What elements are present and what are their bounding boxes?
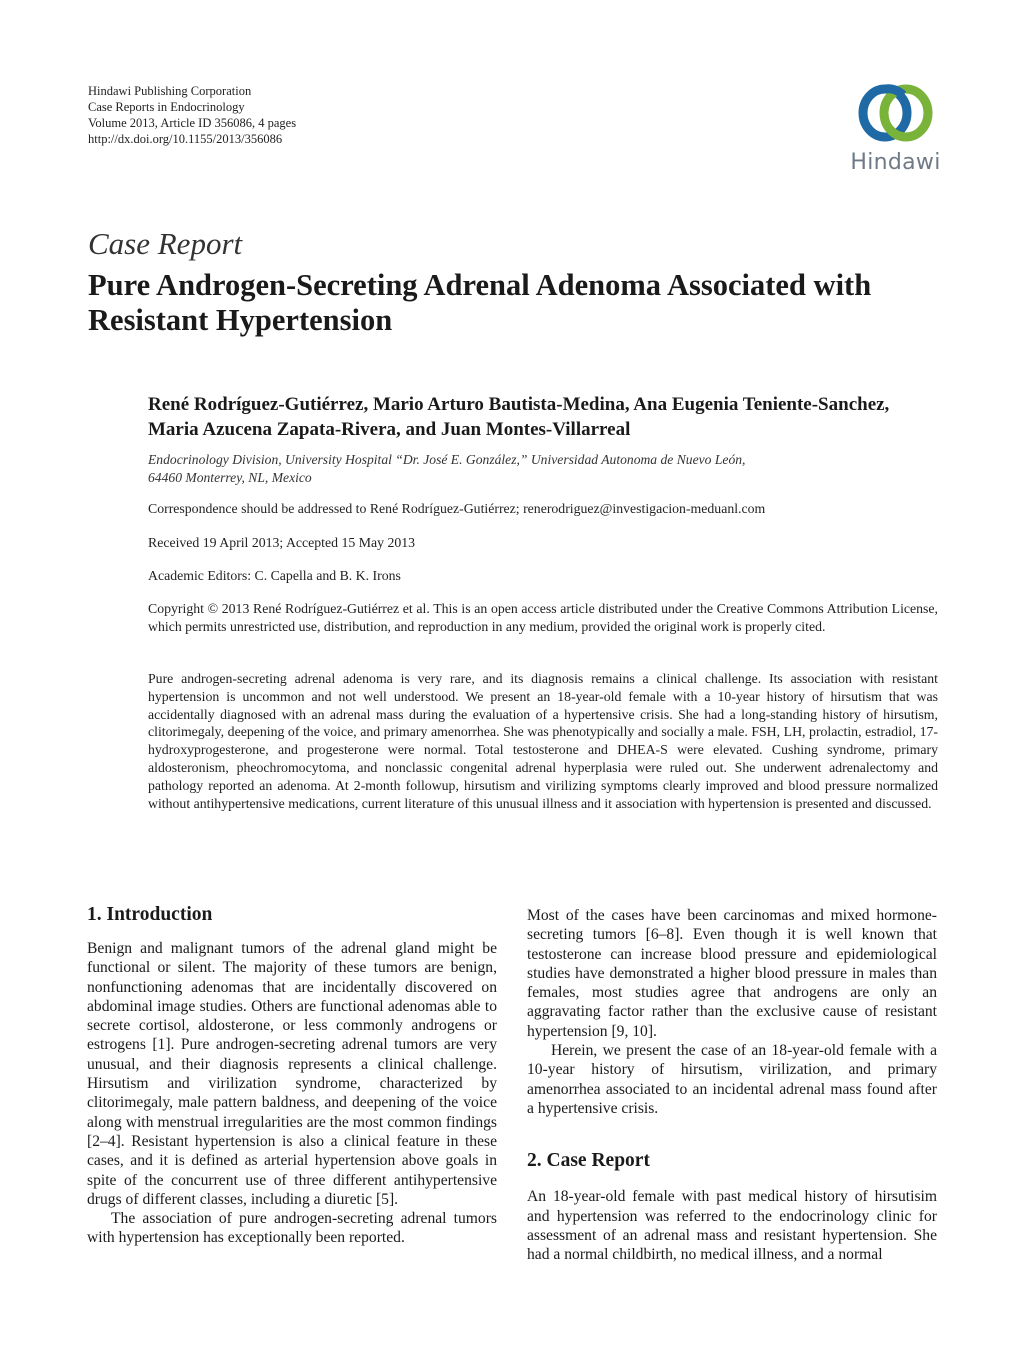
- paragraph: Most of the cases have been carcinomas and mixed hormone-secreting tumors [6–8]. Even though it is well known that testosterone can increase blood pressure and epidemiological studies have demonstrated a higher blood pressure in males than females, most studies agree that androgens are only an aggravating factor rather than the exclusive cause of resistant hypertension [9, 10].: [527, 907, 937, 1040]
- journal-name: Case Reports in Endocrinology: [88, 100, 245, 114]
- section-heading: 1. Introduction: [87, 904, 213, 925]
- received-dates: Received 19 April 2013; Accepted 15 May 2013: [148, 535, 416, 550]
- journal-header: [88, 83, 296, 147]
- academic-editors: Academic Editors: C. Capella and B. K. Irons: [148, 568, 401, 583]
- volume-info: Volume 2013, Article ID 356086, 4 pages: [88, 116, 297, 130]
- correspondence: Correspondence should be addressed to René Rodríguez-Gutiérrez; renerodriguez@investigacion-meduanl.com: [148, 501, 766, 516]
- affiliation: [148, 451, 938, 487]
- right-column: [527, 906, 937, 1264]
- affiliation-line: 64460 Monterrey, NL, Mexico: [148, 470, 312, 485]
- doi-link[interactable]: http://dx.doi.org/10.1155/2013/356086: [88, 132, 283, 146]
- hindawi-rings-icon: [848, 80, 943, 150]
- author-list: René Rodríguez-Gutiérrez, Mario Arturo Bautista-Medina, Ana Eugenia Teniente-Sanchez, Maria Azucena Zapata-Rivera, and Juan Montes-Villarreal: [148, 394, 890, 440]
- paragraph: The association of pure androgen-secreting adrenal tumors with hypertension has exceptionally been reported.: [87, 1210, 497, 1247]
- article-title: Pure Androgen-Secreting Adrenal Adenoma Associated with Resistant Hypertension: [88, 268, 872, 337]
- paragraph: Benign and malignant tumors of the adrenal gland might be functional or silent. The majority of these tumors are benign, nonfunctioning adenomas that are incidentally discovered on abdominal image studies. Others are functional adenomas able to secrete cortisol, aldosterone, or less commonly androgens or estrogens [1]. Pure androgen-secreting adrenal tumors are very unusual, and their diagnosis represents a clinical challenge. Hirsutism and virilization syndrome, characterized by clitorimegaly, male pattern baldness, and deepening of the voice along with menstrual irregularities are the most common findings [2–4]. Resistant hypertension is also a clinical feature in these cases, and it is defined as arterial hypertension above goals in spite of the concurrent use of three different antihypertensive drugs of different classes, including a diuretic [5].: [87, 940, 497, 1208]
- left-column: [87, 903, 497, 1248]
- paragraph: An 18-year-old female with past medical history of hirsutisim and hypertension was referred to the endocrinology clinic for assessment of an adrenal mass and resistant hypertension. She had a normal childbirth, no medical illness, and a normal: [527, 1188, 937, 1264]
- copyright-notice: Copyright © 2013 René Rodríguez-Gutiérrez et al. This is an open access article distributed under the Creative Commons Attribution License, which permits unrestricted use, distribution, and reproduction in any medium, provided the original work is properly cited.: [148, 601, 938, 634]
- publisher-name: Hindawi Publishing Corporation: [88, 84, 252, 98]
- abstract: Pure androgen-secreting adrenal adenoma is very rare, and its diagnosis remains a clinical challenge. Its association with resistant hypertension is uncommon and not well understood. We present an 18-year-old female with a 10-year history of hirsutism that was accidentally diagnosed with an adrenal mass during the evaluation of a hypertensive crisis. She had a long-standing history of hirsutism, clitorimegaly, deepening of the voice, and primary amenorrhea. She was phenotypically and socially a male. FSH, LH, prolactin, estradiol, 17-hydroxyprogesterone, and progesterone were normal. Total testosterone and DHEA-S were elevated. Cushing syndrome, primary aldosteronism, pheochromocytoma, and nonclassic congenital adrenal hyperplasia were ruled out. She underwent adrenalectomy and pathology reported an adenoma. At 2-month followup, hirsutism and virilizing symptoms clearly improved and blood pressure normalized without antihypertensive medications, current literature of this unusual illness and it association with hypertension is presented and discussed.: [148, 671, 938, 811]
- paragraph: Herein, we present the case of an 18-year-old female with a 10-year history of hirsutism, virilization, and primary amenorrhea associated to an incidental adrenal mass found after a hypertensive crisis.: [527, 1042, 937, 1117]
- hindawi-logo: [848, 80, 943, 180]
- logo-text: Hindawi: [850, 150, 941, 175]
- section-heading: 2. Case Report: [527, 1150, 650, 1172]
- article-type: Case Report: [88, 226, 243, 261]
- affiliation-line: Endocrinology Division, University Hospital “Dr. José E. González,” Universidad Autonoma de Nuevo León,: [148, 452, 746, 467]
